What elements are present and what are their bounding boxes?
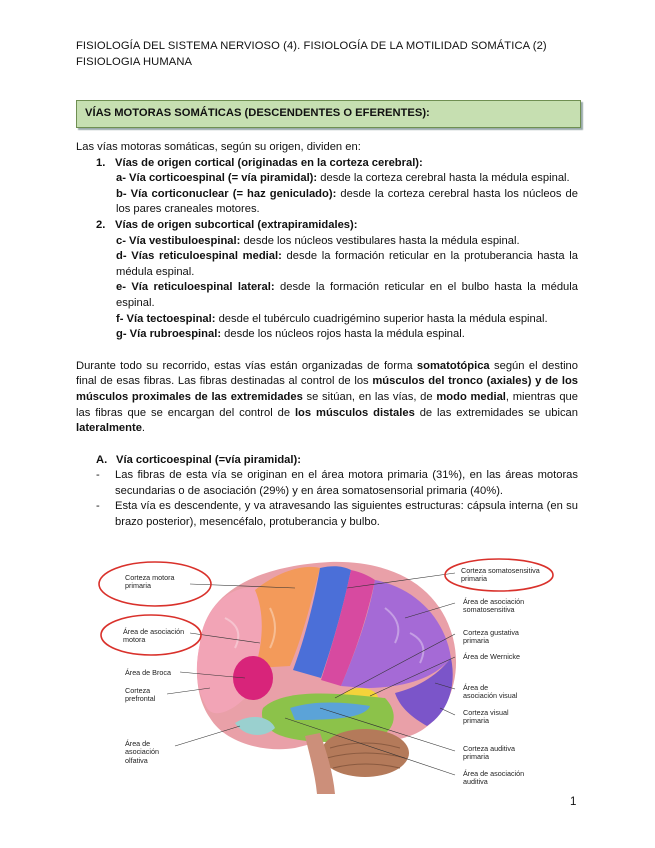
- section-a-heading: A. Vía corticoespinal (=vía piramidal):: [96, 453, 301, 466]
- group-2-title: Vías de origen subcortical (extrapiramidales):: [115, 218, 358, 231]
- group-2: [76, 218, 578, 234]
- label-area-wernicke: Área de Wernicke: [463, 652, 520, 661]
- label-corteza-somatosensitiva: Corteza somatosensitiva primaria: [461, 566, 540, 584]
- label-asociacion-visual: Área de asociación visual: [463, 683, 518, 701]
- list-item: g- Vía rubroespinal: desde los núcleos rojos hasta la médula espinal.: [116, 328, 465, 341]
- label-corteza-visual: Corteza visual primaria: [463, 708, 509, 726]
- list-item: b- Vía corticonuclear (= haz geniculado): desde la corteza cerebral hasta los núcleos de los pares craneales motores.: [116, 187, 578, 216]
- page-header: [76, 38, 547, 70]
- label-corteza-gustativa: Corteza gustativa primaria: [463, 628, 519, 646]
- group-2-number: 2.: [96, 218, 106, 231]
- page-number: 1: [570, 796, 577, 808]
- list-item: e- Vía reticuloespinal lateral: desde la formación reticular en el bulbo hasta la médula espinal.: [116, 281, 578, 309]
- label-area-broca: Área de Broca: [125, 668, 171, 677]
- group-1: [76, 156, 578, 172]
- label-asociacion-somatosensitiva: Área de asociación somatosensitiva: [463, 597, 525, 615]
- brain-figure: [95, 548, 561, 796]
- list-item: c- Vía vestibuloespinal: desde los núcleos vestibulares hasta la médula espinal.: [116, 234, 520, 247]
- section-banner: [76, 100, 581, 128]
- label-corteza-auditiva: Corteza auditiva primaria: [463, 744, 515, 762]
- label-corteza-prefrontal: Corteza prefrontal: [125, 686, 156, 704]
- bullet-item: - Esta vía es descendente, y va atravesando las siguientes estructuras: cápsula interna (en su brazo posterior), mesencéfalo, protuberancia y bulbo.: [96, 500, 578, 529]
- label-area-asociacion-motora: Área de asociación motora: [123, 627, 185, 645]
- document-body: [76, 140, 578, 531]
- list-item: f- Vía tectoespinal: desde el tubérculo cuadrigémino superior hasta la médula espinal.: [116, 312, 548, 325]
- header-line-2: FISIOLOGIA HUMANA: [76, 56, 193, 68]
- label-corteza-motora: Corteza motora primaria: [125, 573, 175, 591]
- group-1-number: 1.: [96, 156, 106, 169]
- intro-text: Las vías motoras somáticas, según su origen, dividen en:: [76, 141, 361, 153]
- organization-paragraph: Durante todo su recorrido, estas vías están organizadas de forma somatotópica según el destino final de esas fibras. Las fibras destinadas al control de los músculos del tronco (axiales) y de los músculos proximales de las extremidades se sitúan, en las vías, de modo medial, mientras que las fibras que se encargan del control de los músculos distales de las extremidades se ubican lateralmente.: [76, 359, 578, 435]
- group-1-title: Vías de origen cortical (originadas en la corteza cerebral):: [115, 156, 423, 169]
- header-line-1: FISIOLOGÍA DEL SISTEMA NERVIOSO (4). FISIOLOGÍA DE LA MOTILIDAD SOMÁTICA (2): [76, 40, 547, 52]
- list-item: a- Vía corticoespinal (= vía piramidal): desde la corteza cerebral hasta la médula espinal.: [116, 172, 570, 185]
- banner-title: VÍAS MOTORAS SOMÁTICAS (DESCENDENTES O EFERENTES):: [85, 107, 430, 119]
- list-item: d- Vías reticuloespinal medial: desde la formación reticular en la protuberancia hasta la médula espinal.: [116, 250, 578, 278]
- label-asociacion-auditiva: Área de asociación auditiva: [463, 769, 525, 787]
- bullet-item: - Las fibras de esta vía se originan en el área motora primaria (31%), en las áreas motoras secundarias o de asociación (29%) y en área somatosensorial primaria (40%).: [96, 469, 578, 497]
- label-area-olfativa: Área de asociación olfativa: [125, 739, 159, 765]
